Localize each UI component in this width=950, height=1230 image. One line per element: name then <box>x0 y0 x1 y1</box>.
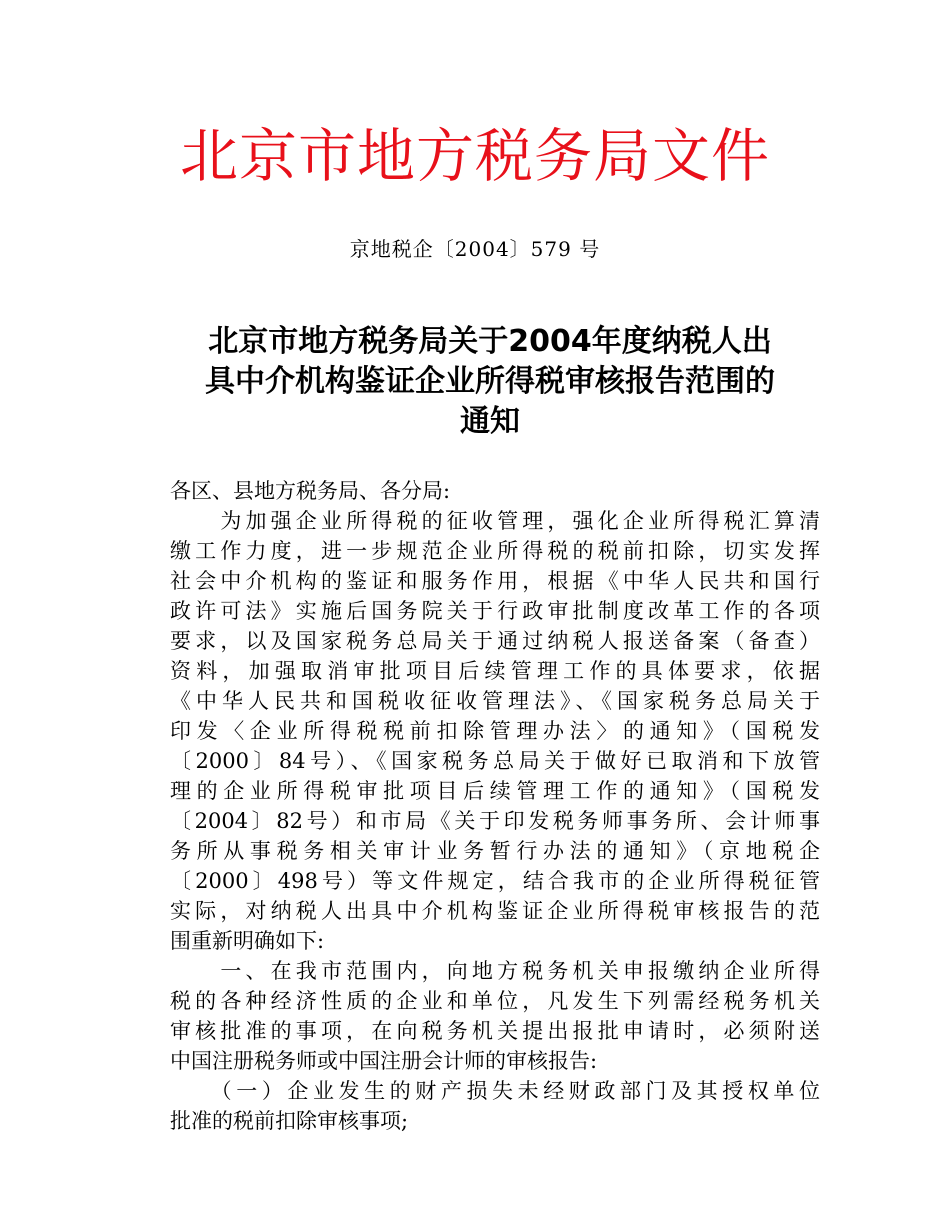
body-line: （一）企业发生的财产损失未经财政部门及其授权单位 <box>170 1079 820 1103</box>
body-line: 围重新明确如下: <box>170 929 325 953</box>
body-line: 〔2000〕84号）、《国家税务总局关于做好已取消和下放管 <box>170 749 820 773</box>
notice-title-line: 具中介机构鉴证企业所得税审核报告范围的 <box>205 364 775 399</box>
body-line: 〔2000〕498号）等文件规定，结合我市的企业所得税征管 <box>170 869 820 893</box>
document-header-title: 北京市地方税务局文件 <box>179 122 770 190</box>
body-line: 为加强企业所得税的征收管理，强化企业所得税汇算清 <box>170 509 820 533</box>
notice-title-line: 北京市地方税务局关于2004年度纳税人出 <box>208 324 772 359</box>
document-body <box>170 476 820 1136</box>
notice-title <box>160 322 820 442</box>
salutation-line: 各区、县地方税务局、各分局: <box>170 479 451 503</box>
body-line: 务所从事税务相关审计业务暂行办法的通知》（京地税企 <box>170 839 820 863</box>
body-line: 理的企业所得税审批项目后续管理工作的通知》（国税发 <box>170 779 820 803</box>
body-line: 印发〈企业所得税税前扣除管理办法〉的通知》（国税发 <box>170 719 820 743</box>
body-line: 社会中介机构的鉴证和服务作用，根据《中华人民共和国行 <box>170 569 820 593</box>
body-line: 税的各种经济性质的企业和单位，凡发生下列需经税务机关 <box>170 989 820 1013</box>
body-line: 缴工作力度，进一步规范企业所得税的税前扣除，切实发挥 <box>170 539 820 563</box>
body-line: 实际，对纳税人出具中介机构鉴证企业所得税审核报告的范 <box>170 899 820 923</box>
body-line: 中国注册税务师或中国注册会计师的审核报告: <box>170 1049 598 1073</box>
body-line: 《中华人民共和国税收征收管理法》、《国家税务总局关于 <box>170 689 820 713</box>
body-line: 批准的税前扣除审核事项; <box>170 1109 409 1133</box>
body-line: 〔2004〕82号）和市局《关于印发税务师事务所、会计师事 <box>170 809 820 833</box>
body-line: 资料，加强取消审批项目后续管理工作的具体要求，依据 <box>170 659 820 683</box>
body-line: 一、在我市范围内，向地方税务机关申报缴纳企业所得 <box>170 959 820 983</box>
document-number: 京地税企〔2004〕579 号 <box>349 237 601 261</box>
notice-title-line: 通知 <box>460 404 520 439</box>
body-line: 要求，以及国家税务总局关于通过纳税人报送备案（备查） <box>170 629 820 653</box>
body-line: 审核批准的事项，在向税务机关提出报批申请时，必须附送 <box>170 1019 820 1043</box>
body-line: 政许可法》实施后国务院关于行政审批制度改革工作的各项 <box>170 599 820 623</box>
